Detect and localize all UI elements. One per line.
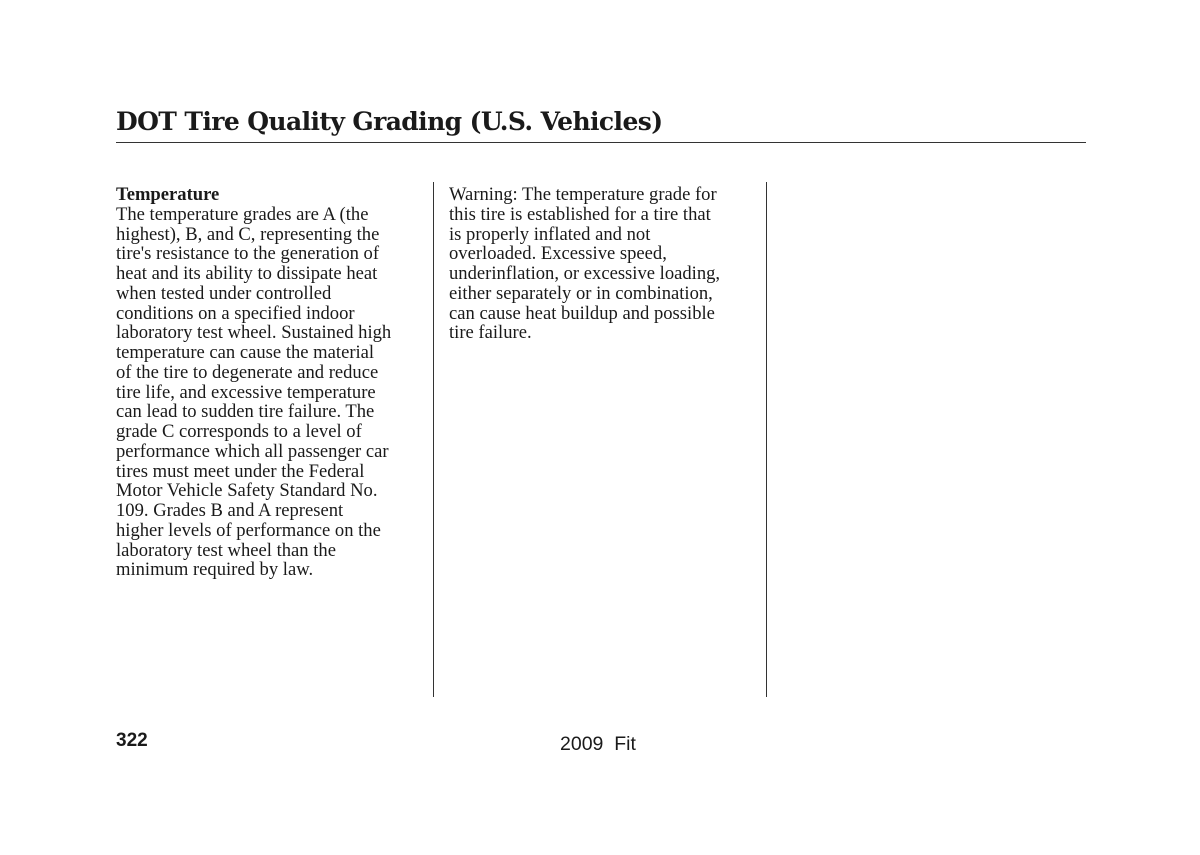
warning-text-line: this tire is established for a tire that — [449, 203, 711, 225]
column-divider — [433, 182, 434, 697]
left-text-line: The temperature grades are A (the — [116, 203, 369, 225]
warning-text-line: Warning: The temperature grade for — [449, 184, 717, 205]
left-text-line: temperature can cause the material — [116, 342, 375, 363]
warning-text-line: either separately or in combination, — [449, 282, 713, 304]
middle-column — [449, 185, 754, 343]
left-text-line: grade C corresponds to a level of — [116, 421, 362, 442]
left-text-line: heat and its ability to dissipate heat — [116, 263, 378, 284]
left-text-line: performance which all passenger car — [116, 440, 389, 462]
footer-model-label: 2009 Fit — [560, 733, 636, 755]
warning-text-line: underinflation, or excessive loading, — [449, 263, 721, 284]
left-text-line: tires must meet under the Federal — [116, 460, 365, 482]
left-text-line: when tested under controlled — [116, 282, 332, 304]
left-text-line: minimum required by law. — [116, 559, 314, 581]
left-column — [116, 185, 426, 580]
warning-text-line: overloaded. Excessive speed, — [449, 243, 667, 265]
left-text-line: conditions on a specified indoor — [116, 302, 355, 324]
left-text-line: laboratory test wheel than the — [116, 539, 336, 561]
page-title: DOT Tire Quality Grading (U.S. Vehicles) — [116, 107, 663, 136]
left-text-line: can lead to sudden tire failure. The — [116, 401, 375, 423]
warning-text-line: tire failure. — [449, 322, 532, 344]
column-divider — [766, 182, 767, 697]
left-text-line: Motor Vehicle Safety Standard No. — [116, 480, 378, 502]
left-text-line: highest), B, and C, representing the — [116, 223, 380, 245]
page-number: 322 — [116, 730, 148, 751]
warning-text-line: is properly inflated and not — [449, 223, 651, 245]
left-text-line: tire's resistance to the generation of — [116, 243, 380, 265]
title-rule — [116, 142, 1086, 143]
section-heading-temperature: Temperature — [116, 184, 220, 205]
warning-text-line: can cause heat buildup and possible — [449, 302, 715, 324]
left-text-line: of the tire to degenerate and reduce — [116, 361, 379, 383]
left-text-line: 109. Grades B and A represent — [116, 500, 344, 521]
left-text-line: laboratory test wheel. Sustained high — [116, 322, 392, 344]
left-text-line: higher levels of performance on the — [116, 519, 381, 541]
left-text-line: tire life, and excessive temperature — [116, 381, 376, 403]
